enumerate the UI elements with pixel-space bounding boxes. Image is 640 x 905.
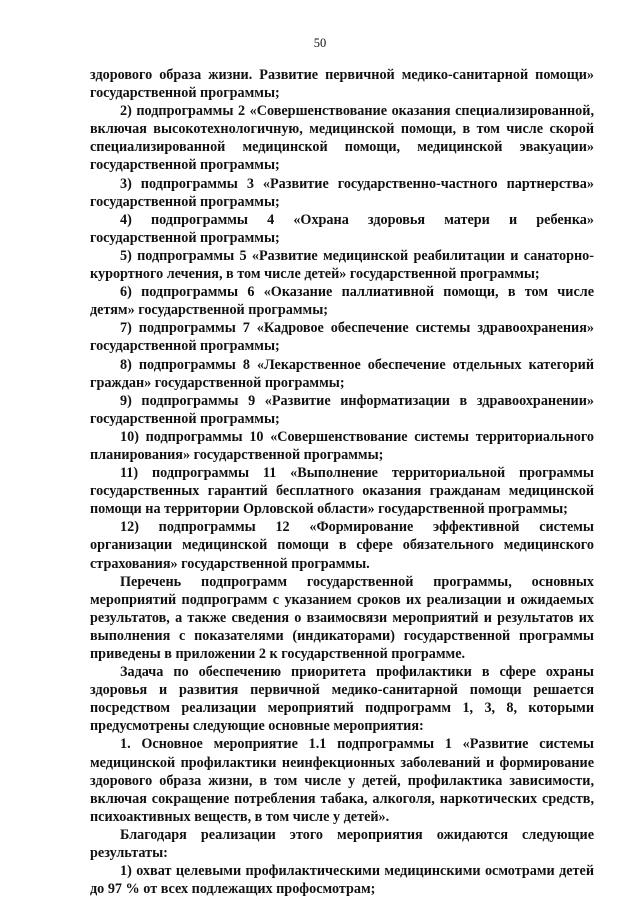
list-item-subprogram-8: 8) подпрограммы 8 «Лекарственное обеспечение отдельных категорий граждан» государственной программы;: [90, 356, 594, 391]
paragraph-subprogram-list: Перечень подпрограмм государственной программы, основных мероприятий подпрограмм с указанием сроков их реализации и ожидаемых результатов, а также сведения о взаимосвязи мероприятий и результатов их выполнения с показателями (индикаторами) государственной программы приведены в приложении 2 к государственной программе.: [90, 573, 594, 662]
paragraph-expected-results: Благодаря реализации этого мероприятия ожидаются следующие результаты:: [90, 826, 594, 862]
paragraph-continuation: здорового образа жизни. Развитие первичной медико-санитарной помощи» государственной программы;: [90, 67, 594, 102]
list-item-subprogram-6: 6) подпрограммы 6 «Оказание паллиативной помощи, в том числе детям» государственной программы;: [90, 284, 594, 319]
list-item-subprogram-5: 5) подпрограммы 5 «Развитие медицинской реабилитации и санаторно-курортного лечения, в том числе детей» государственной программы;: [90, 247, 594, 283]
paragraph-main-activity-1-1: 1. Основное мероприятие 1.1 подпрограммы 1 «Развитие системы медицинской профилактики неинфекционных заболеваний и формирование здорового образа жизни, в том числе у детей, профилактика зависимости, включая сокращение потребления табака, алкоголя, наркотических средств, психоактивных веществ, в том числе у детей».: [90, 736, 594, 825]
list-item-result-1: 1) охват целевыми профилактическими медицинскими осмотрами детей до 97 % от всех подлежащих профосмотрам;: [90, 863, 594, 898]
list-item-subprogram-4: 4) подпрограммы 4 «Охрана здоровья матери и ребенка» государственной программы;: [90, 211, 594, 246]
list-item-subprogram-7: 7) подпрограммы 7 «Кадровое обеспечение системы здравоохранения» государственной программы;: [90, 320, 594, 355]
list-item-subprogram-10: 10) подпрограммы 10 «Совершенствование системы территориального планирования» государственной программы;: [90, 428, 594, 463]
list-item-subprogram-12: 12) подпрограммы 12 «Формирование эффективной системы организации медицинской помощи в сфере обязательного медицинского страхования» государственной программы.: [90, 519, 594, 572]
paragraph-prevention-task: Задача по обеспечению приоритета профилактики в сфере охраны здоровья и развития первичной медико-санитарной помощи решается посредством реализации мероприятий подпрограмм 1, 3, 8, которыми предусмотрены следующие основные мероприятия:: [90, 664, 594, 735]
list-item-subprogram-9: 9) подпрограммы 9 «Развитие информатизации в здравоохранении» государственной программы;: [90, 392, 594, 427]
list-item-subprogram-3: 3) подпрограммы 3 «Развитие государственно-частного партнерства» государственной программы;: [90, 175, 594, 210]
document-body: [90, 66, 594, 898]
list-item-subprogram-2: 2) подпрограммы 2 «Совершенствование оказания специализированной, включая высокотехнологичную, медицинской помощи, в том числе скорой специализированной медицинской помощи, медицинской эвакуации» государственной программы;: [90, 103, 594, 174]
page-number: 50: [313, 36, 327, 50]
list-item-subprogram-11: 11) подпрограммы 11 «Выполнение территориальной программы государственных гарантий бесплатного оказания гражданам медицинской помощи на территории Орловской области» государственной программы;: [90, 465, 594, 518]
